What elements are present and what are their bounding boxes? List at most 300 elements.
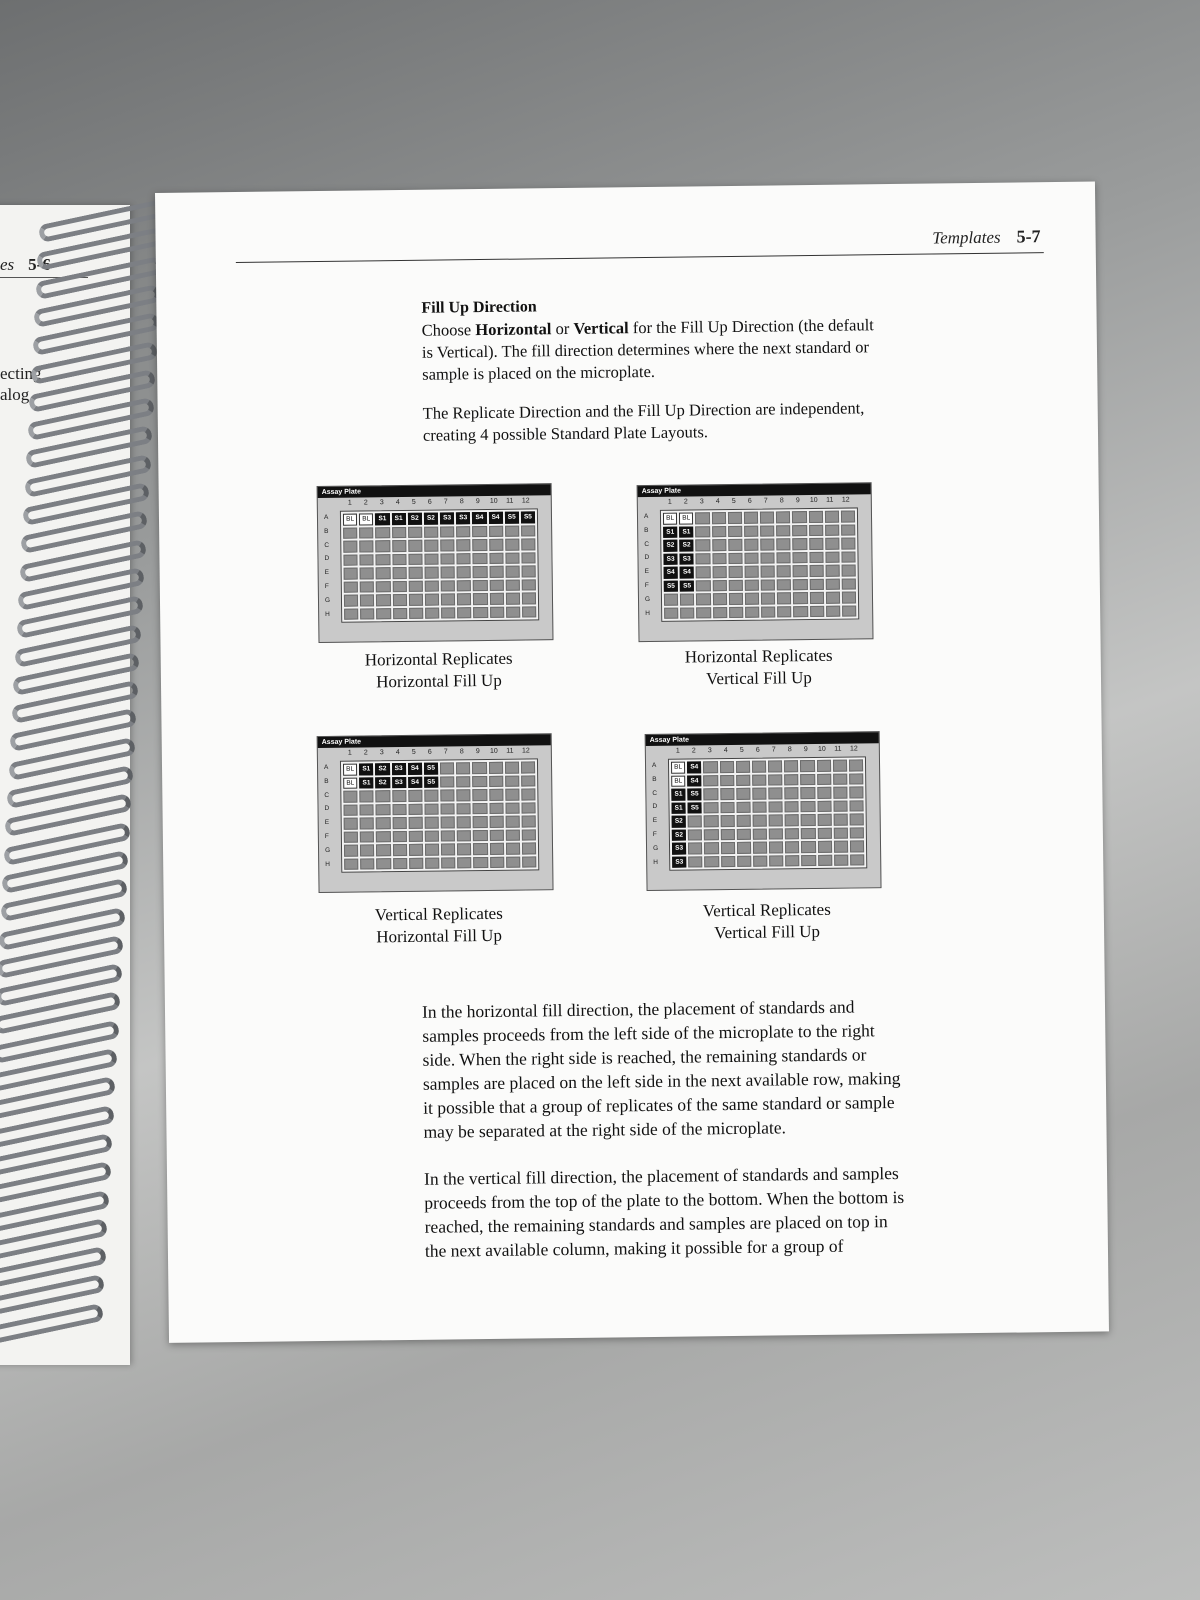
column-label: 5 <box>739 746 744 754</box>
well-empty <box>489 789 503 801</box>
well-empty <box>752 761 766 773</box>
well-empty <box>344 568 358 580</box>
well-empty <box>376 554 390 566</box>
well-empty <box>688 829 702 841</box>
well-empty <box>728 566 742 578</box>
well-empty <box>841 551 855 563</box>
well-empty <box>473 789 487 801</box>
well-empty <box>521 552 535 564</box>
well-empty <box>360 804 374 816</box>
well-standard: S2 <box>424 513 438 525</box>
well-empty <box>392 830 406 842</box>
column-label: 3 <box>379 749 384 757</box>
row-label: B <box>652 775 657 783</box>
well-empty <box>473 843 487 855</box>
well-empty <box>457 830 471 842</box>
well-empty <box>521 565 535 577</box>
well-empty <box>777 592 791 604</box>
column-label: 3 <box>379 499 384 507</box>
well-standard: S4 <box>687 761 701 773</box>
column-label: 10 <box>817 745 826 753</box>
well-empty <box>425 844 439 856</box>
well-empty <box>359 790 373 802</box>
well-empty <box>392 567 406 579</box>
well-empty <box>457 593 471 605</box>
well-standard: S5 <box>424 776 438 788</box>
well-empty <box>801 814 815 826</box>
well-empty <box>376 831 390 843</box>
well-empty <box>489 775 503 787</box>
well-empty <box>752 801 766 813</box>
column-label: 11 <box>506 747 514 755</box>
well-empty <box>424 567 438 579</box>
row-label: G <box>652 844 659 852</box>
well-empty <box>809 565 823 577</box>
row-label: E <box>324 819 330 827</box>
caption-line: Horizontal Fill Up <box>376 670 502 692</box>
well-empty <box>777 552 791 564</box>
well-empty <box>392 526 406 538</box>
caption-plate-4 <box>647 898 888 945</box>
plate-title: Assay Plate <box>318 734 551 748</box>
well-standard: S3 <box>680 553 694 565</box>
well-empty <box>711 512 725 524</box>
well-empty <box>664 607 678 619</box>
well-empty <box>664 594 678 606</box>
well-empty <box>817 827 831 839</box>
well-standard: S2 <box>672 829 686 841</box>
well-empty <box>457 580 471 592</box>
well-empty <box>425 580 439 592</box>
well-empty <box>424 790 438 802</box>
well-empty <box>408 790 422 802</box>
vertical-fill-paragraph <box>424 1159 1025 1262</box>
well-empty <box>736 801 750 813</box>
well-empty <box>801 800 815 812</box>
paragraph-line: In the horizontal fill direction, the placement of standards and <box>421 996 855 1022</box>
well-empty <box>505 775 519 787</box>
well-empty <box>801 787 815 799</box>
well-empty <box>441 593 455 605</box>
well-empty <box>473 856 487 868</box>
well-empty <box>785 801 799 813</box>
row-labels <box>644 510 650 620</box>
well-empty <box>769 855 783 867</box>
row-label: D <box>652 803 658 811</box>
row-label: H <box>325 860 330 868</box>
column-label: 2 <box>691 747 696 755</box>
well-empty <box>809 592 823 604</box>
well-blank: BL <box>359 513 373 525</box>
well-empty <box>505 829 519 841</box>
well-empty <box>489 843 503 855</box>
well-empty <box>696 566 710 578</box>
well-empty <box>728 539 742 551</box>
row-label: A <box>323 513 329 521</box>
well-standard: S2 <box>375 777 389 789</box>
column-label: 1 <box>675 747 680 755</box>
well-empty <box>776 538 790 550</box>
well-standard: S1 <box>359 763 373 775</box>
row-label: B <box>644 526 649 534</box>
well-empty <box>506 606 520 618</box>
well-empty <box>344 608 358 620</box>
well-empty <box>760 511 774 523</box>
well-empty <box>753 855 767 867</box>
well-empty <box>784 787 798 799</box>
well-empty <box>343 804 357 816</box>
well-empty <box>850 840 864 852</box>
well-standard: S4 <box>664 567 678 579</box>
well-empty <box>712 593 726 605</box>
well-empty <box>834 841 848 853</box>
column-label: 9 <box>795 497 800 505</box>
column-label: 7 <box>771 746 776 754</box>
well-empty <box>712 553 726 565</box>
well-empty <box>761 565 775 577</box>
well-empty <box>473 539 487 551</box>
well-empty <box>440 539 454 551</box>
well-standard: S3 <box>391 763 405 775</box>
well-empty <box>392 817 406 829</box>
well-standard: S2 <box>663 540 677 552</box>
well-empty <box>343 554 357 566</box>
well-empty <box>360 554 374 566</box>
well-empty <box>409 594 423 606</box>
well-empty <box>704 788 718 800</box>
well-empty <box>425 830 439 842</box>
well-empty <box>809 551 823 563</box>
row-label: B <box>324 777 329 785</box>
well-empty <box>769 841 783 853</box>
well-empty <box>841 524 855 536</box>
well-empty <box>440 789 454 801</box>
well-empty <box>793 592 807 604</box>
column-label: 7 <box>443 498 448 506</box>
well-empty <box>753 828 767 840</box>
well-empty <box>777 579 791 591</box>
well-empty <box>784 760 798 772</box>
well-empty <box>760 538 774 550</box>
well-empty <box>522 829 536 841</box>
well-empty <box>720 788 734 800</box>
column-labels <box>342 747 534 756</box>
well-empty <box>680 593 694 605</box>
column-label: 6 <box>427 498 432 506</box>
well-empty <box>392 594 406 606</box>
row-label: B <box>324 527 329 535</box>
well-empty <box>472 762 486 774</box>
well-empty <box>457 553 471 565</box>
row-label: H <box>325 610 330 618</box>
row-label: F <box>652 830 657 838</box>
well-empty <box>360 817 374 829</box>
well-empty <box>801 841 815 853</box>
well-standard: S2 <box>408 513 422 525</box>
well-empty <box>424 540 438 552</box>
column-label: 7 <box>763 497 768 505</box>
well-empty <box>769 828 783 840</box>
well-empty <box>457 566 471 578</box>
well-empty <box>441 857 455 869</box>
well-empty <box>785 855 799 867</box>
well-empty <box>825 565 839 577</box>
well-empty <box>744 525 758 537</box>
well-empty <box>785 828 799 840</box>
paragraph-line: creating 4 possible Standard Plate Layouts. <box>422 422 709 445</box>
well-empty <box>344 858 358 870</box>
well-empty <box>489 552 503 564</box>
well-empty <box>408 803 422 815</box>
well-empty <box>408 540 422 552</box>
well-empty <box>850 827 864 839</box>
well-empty <box>704 815 718 827</box>
well-empty <box>376 608 390 620</box>
well-empty <box>360 608 374 620</box>
well-empty <box>392 540 406 552</box>
column-label: 10 <box>489 497 498 505</box>
caption-line: Horizontal Replicates <box>364 648 513 670</box>
well-empty <box>408 567 422 579</box>
column-label: 2 <box>683 498 688 506</box>
well-standard: S5 <box>680 580 694 592</box>
plate-title: Assay Plate <box>646 732 879 746</box>
well-empty <box>506 856 520 868</box>
well-empty <box>712 580 726 592</box>
well-empty <box>785 814 799 826</box>
well-empty <box>688 856 702 868</box>
well-empty <box>825 511 839 523</box>
well-empty <box>521 775 535 787</box>
column-label: 8 <box>787 746 792 754</box>
well-standard: S1 <box>663 526 677 538</box>
well-empty <box>825 551 839 563</box>
well-empty <box>721 855 735 867</box>
horizontal-fill-paragraph <box>422 993 984 1144</box>
well-standard: S1 <box>671 802 685 814</box>
well-empty <box>441 607 455 619</box>
well-empty <box>456 539 470 551</box>
well-empty <box>817 814 831 826</box>
well-standard: S5 <box>505 512 519 524</box>
well-empty <box>343 791 357 803</box>
well-standard: S4 <box>680 566 694 578</box>
well-empty <box>440 553 454 565</box>
well-empty <box>505 762 519 774</box>
well-empty <box>744 566 758 578</box>
caption-line: Vertical Replicates <box>702 899 831 921</box>
well-empty <box>456 762 470 774</box>
running-head <box>932 226 1041 248</box>
well-empty <box>521 802 535 814</box>
well-empty <box>777 606 791 618</box>
well-empty <box>392 844 406 856</box>
well-standard: S4 <box>687 775 701 787</box>
well-standard: S5 <box>687 788 701 800</box>
well-grid <box>660 507 859 621</box>
well-blank: BL <box>671 775 685 787</box>
well-standard: S1 <box>391 513 405 525</box>
well-blank: BL <box>663 513 677 525</box>
well-empty <box>473 593 487 605</box>
row-label: A <box>643 512 649 521</box>
well-empty <box>793 579 807 591</box>
well-grid <box>340 508 539 622</box>
well-empty <box>344 831 358 843</box>
caption-line: Vertical Fill Up <box>705 668 812 689</box>
well-empty <box>841 564 855 576</box>
well-empty <box>833 760 847 772</box>
well-empty <box>776 525 790 537</box>
well-empty <box>728 579 742 591</box>
well-grid <box>340 758 539 872</box>
well-empty <box>810 605 824 617</box>
well-blank: BL <box>343 514 357 526</box>
well-empty <box>360 844 374 856</box>
well-empty <box>376 804 390 816</box>
well-empty <box>817 800 831 812</box>
well-empty <box>490 856 504 868</box>
well-empty <box>809 538 823 550</box>
well-empty <box>720 828 734 840</box>
well-empty <box>776 511 790 523</box>
well-empty <box>825 578 839 590</box>
column-labels <box>670 745 862 754</box>
column-label: 5 <box>411 498 416 506</box>
well-empty <box>376 594 390 606</box>
well-standard: S3 <box>672 843 686 855</box>
well-empty <box>703 761 717 773</box>
intro-line: is Vertical). The fill direction determines where the next standard or <box>421 337 870 362</box>
well-empty <box>359 527 373 539</box>
well-empty <box>489 802 503 814</box>
well-empty <box>521 815 535 827</box>
well-standard: S4 <box>472 512 486 524</box>
caption-plate-2 <box>639 644 880 691</box>
well-empty <box>696 539 710 551</box>
well-empty <box>489 829 503 841</box>
well-empty <box>376 844 390 856</box>
well-empty <box>809 524 823 536</box>
well-empty <box>760 525 774 537</box>
well-empty <box>736 828 750 840</box>
well-standard: S2 <box>672 816 686 828</box>
well-empty <box>744 552 758 564</box>
well-empty <box>752 774 766 786</box>
column-label: 12 <box>849 745 858 753</box>
caption-line: Horizontal Replicates <box>684 645 833 667</box>
well-empty <box>408 580 422 592</box>
well-empty <box>688 842 702 854</box>
well-empty <box>784 774 798 786</box>
column-label: 5 <box>731 497 736 505</box>
independence-paragraph <box>423 396 963 447</box>
paragraph-line: side. When the right side is reached, the remaining standards or <box>422 1044 867 1070</box>
well-empty <box>704 829 718 841</box>
row-labels <box>324 511 330 621</box>
well-empty <box>761 592 775 604</box>
intro-line: Choose Horizontal or Vertical for the Fill Up Direction (the default <box>421 315 874 340</box>
well-empty <box>489 566 503 578</box>
well-empty <box>409 607 423 619</box>
well-empty <box>768 760 782 772</box>
well-empty <box>441 816 455 828</box>
well-empty <box>408 830 422 842</box>
well-empty <box>408 817 422 829</box>
well-empty <box>392 803 406 815</box>
well-empty <box>522 592 536 604</box>
well-empty <box>736 788 750 800</box>
well-empty <box>728 512 742 524</box>
column-label: 6 <box>427 748 432 756</box>
well-empty <box>425 594 439 606</box>
well-empty <box>703 775 717 787</box>
well-empty <box>424 817 438 829</box>
well-empty <box>737 855 751 867</box>
well-empty <box>457 843 471 855</box>
well-empty <box>760 552 774 564</box>
well-standard: S3 <box>672 856 686 868</box>
column-label: 3 <box>699 498 704 506</box>
well-empty <box>752 815 766 827</box>
well-empty <box>521 761 535 773</box>
row-label: E <box>644 568 650 576</box>
well-empty <box>360 858 374 870</box>
row-labels <box>324 761 330 871</box>
well-empty <box>505 525 519 537</box>
well-empty <box>704 856 718 868</box>
well-empty <box>826 605 840 617</box>
left-fragment: alog <box>0 385 30 404</box>
well-empty <box>393 857 407 869</box>
well-empty <box>360 594 374 606</box>
well-empty <box>817 841 831 853</box>
well-empty <box>793 565 807 577</box>
well-empty <box>818 854 832 866</box>
well-empty <box>680 607 694 619</box>
row-label: F <box>644 581 649 590</box>
well-standard: S1 <box>375 513 389 525</box>
well-empty <box>392 553 406 565</box>
paragraph-line: In the vertical fill direction, the placement of standards and samples <box>423 1162 899 1189</box>
well-empty <box>800 773 814 785</box>
well-empty <box>473 606 487 618</box>
well-empty <box>719 761 733 773</box>
well-empty <box>457 816 471 828</box>
well-empty <box>505 802 519 814</box>
left-header-number: 5-6 <box>28 255 51 274</box>
column-label: 12 <box>521 747 530 755</box>
well-empty <box>441 580 455 592</box>
well-empty <box>409 857 423 869</box>
well-empty <box>793 606 807 618</box>
well-empty <box>457 803 471 815</box>
header-rule <box>236 252 1044 263</box>
plate-horizontal-horizontal <box>317 483 554 643</box>
well-empty <box>473 829 487 841</box>
paragraph-line: proceeds from the top of the plate to the bottom. When the bottom is <box>424 1186 905 1213</box>
well-empty <box>849 800 863 812</box>
column-label: 1 <box>667 498 672 506</box>
well-empty <box>489 525 503 537</box>
well-empty <box>696 553 710 565</box>
well-empty <box>704 842 718 854</box>
well-standard: S4 <box>408 776 422 788</box>
well-standard: S4 <box>488 512 502 524</box>
well-empty <box>440 526 454 538</box>
well-empty <box>343 541 357 553</box>
caption-line: Horizontal Fill Up <box>376 925 503 947</box>
